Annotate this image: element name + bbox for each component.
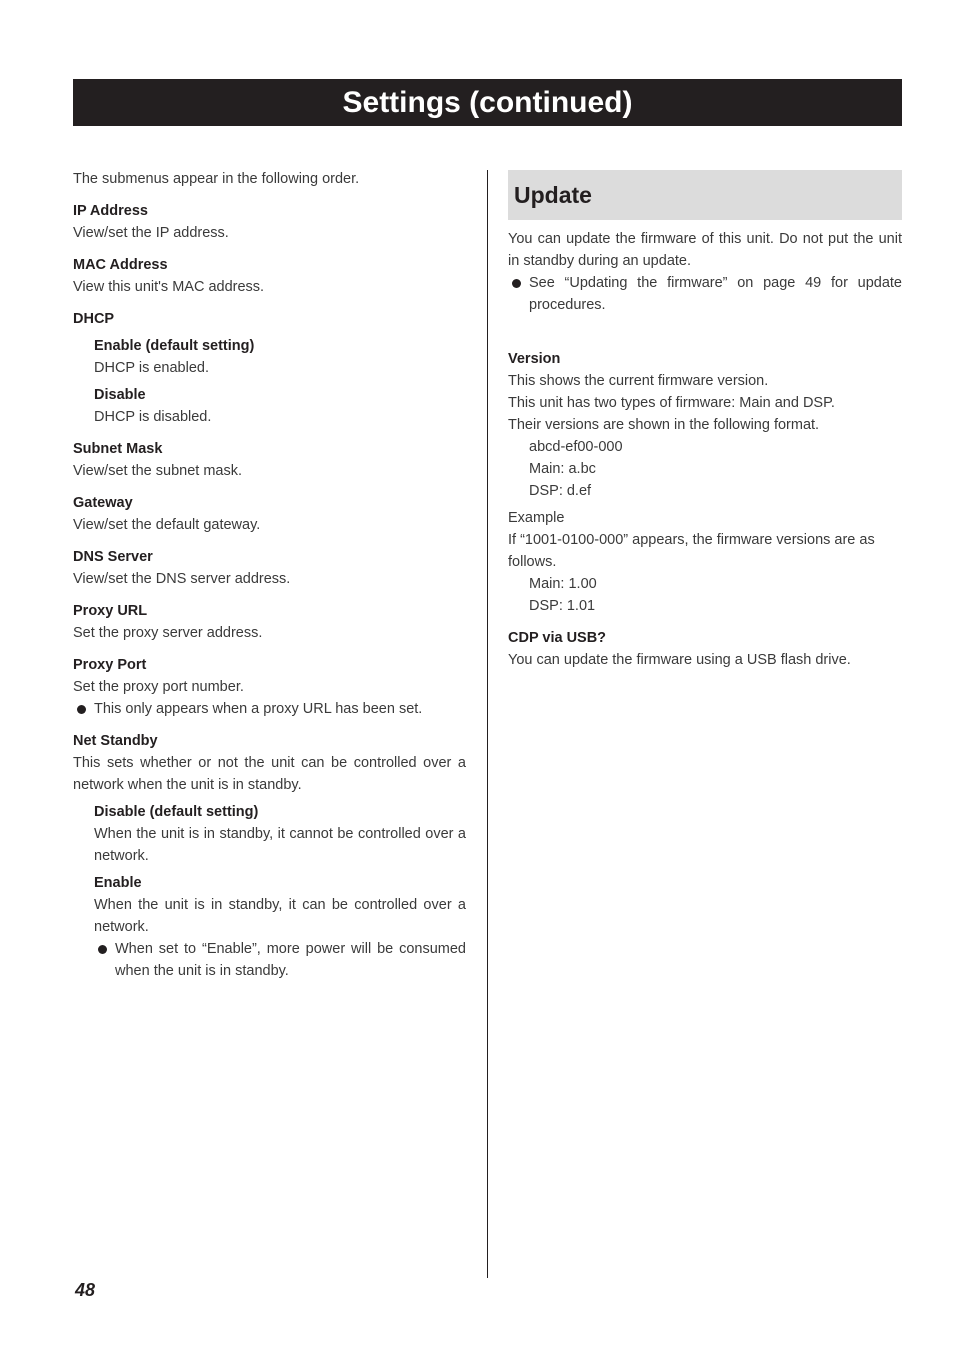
proxy-port-note-text: This only appears when a proxy URL has been set. xyxy=(94,701,423,717)
mac-address-heading: MAC Address xyxy=(73,257,168,273)
net-standby-heading: Net Standby xyxy=(73,733,158,749)
example-text: If “1001-0100-000” appears, the firmware versions are as follows. xyxy=(508,532,875,570)
net-standby-enable-text: When the unit is in standby, it can be controlled over a network. xyxy=(94,897,466,935)
ip-address-text: View/set the IP address. xyxy=(73,225,229,241)
left-column xyxy=(73,168,466,982)
bullet-icon xyxy=(512,279,521,288)
example-1: Main: 1.00 xyxy=(529,576,597,592)
proxy-port-note xyxy=(73,698,466,720)
bullet-icon xyxy=(77,705,86,714)
update-note-text: See “Updating the firmware” on page 49 for update procedures. xyxy=(529,275,902,313)
bullet-icon xyxy=(98,945,107,954)
mac-address-text: View this unit's MAC address. xyxy=(73,279,265,295)
dhcp-disable-text: DHCP is disabled. xyxy=(94,409,212,425)
version-line-1: This shows the current firmware version. xyxy=(508,373,769,389)
version-format-2: Main: a.bc xyxy=(529,461,596,477)
net-standby-note xyxy=(94,938,466,982)
subnet-mask-text: View/set the subnet mask. xyxy=(73,463,242,479)
version-line-2: This unit has two types of firmware: Main and DSP. xyxy=(508,395,835,411)
net-standby-note-text: When set to “Enable”, more power will be consumed when the unit is in standby. xyxy=(115,941,466,979)
version-format-3: DSP: d.ef xyxy=(529,483,592,499)
cdp-text: You can update the firmware using a USB flash drive. xyxy=(508,652,851,668)
example-2: DSP: 1.01 xyxy=(529,598,596,614)
subnet-mask-heading: Subnet Mask xyxy=(73,441,163,457)
gateway-text: View/set the default gateway. xyxy=(73,517,261,533)
dhcp-enable-heading: Enable (default setting) xyxy=(94,338,255,354)
dhcp-disable-heading: Disable xyxy=(94,387,146,403)
net-standby-disable-heading: Disable (default setting) xyxy=(94,804,259,820)
net-standby-enable-heading: Enable xyxy=(94,875,142,891)
column-divider xyxy=(487,170,488,1278)
page-number: 48 xyxy=(75,1280,96,1300)
update-text: You can update the firmware of this unit. Do not put the unit in standby during an update. xyxy=(508,231,902,269)
proxy-port-heading: Proxy Port xyxy=(73,657,147,673)
dns-server-heading: DNS Server xyxy=(73,549,153,565)
ip-address-heading: IP Address xyxy=(73,203,148,219)
net-standby-disable-text: When the unit is in standby, it cannot be controlled over a network. xyxy=(94,826,466,864)
right-column xyxy=(508,170,902,671)
version-format-1: abcd-ef00-000 xyxy=(529,439,623,455)
version-line-3: Their versions are shown in the following format. xyxy=(508,417,820,433)
version-heading: Version xyxy=(508,351,561,367)
gateway-heading: Gateway xyxy=(73,495,133,511)
cdp-heading: CDP via USB? xyxy=(508,630,607,646)
intro-text: The submenus appear in the following order. xyxy=(73,171,360,187)
proxy-url-text: Set the proxy server address. xyxy=(73,625,263,641)
dhcp-enable-text: DHCP is enabled. xyxy=(94,360,209,376)
update-section-heading: Update xyxy=(508,170,902,220)
page-title: Settings (continued) xyxy=(73,79,902,126)
proxy-url-heading: Proxy URL xyxy=(73,603,148,619)
dns-server-text: View/set the DNS server address. xyxy=(73,571,291,587)
example-label: Example xyxy=(508,510,565,526)
dhcp-heading: DHCP xyxy=(73,311,115,327)
net-standby-text: This sets whether or not the unit can be controlled over a network when the unit is in standby. xyxy=(73,755,466,793)
proxy-port-text: Set the proxy port number. xyxy=(73,679,244,695)
update-note xyxy=(508,272,902,316)
